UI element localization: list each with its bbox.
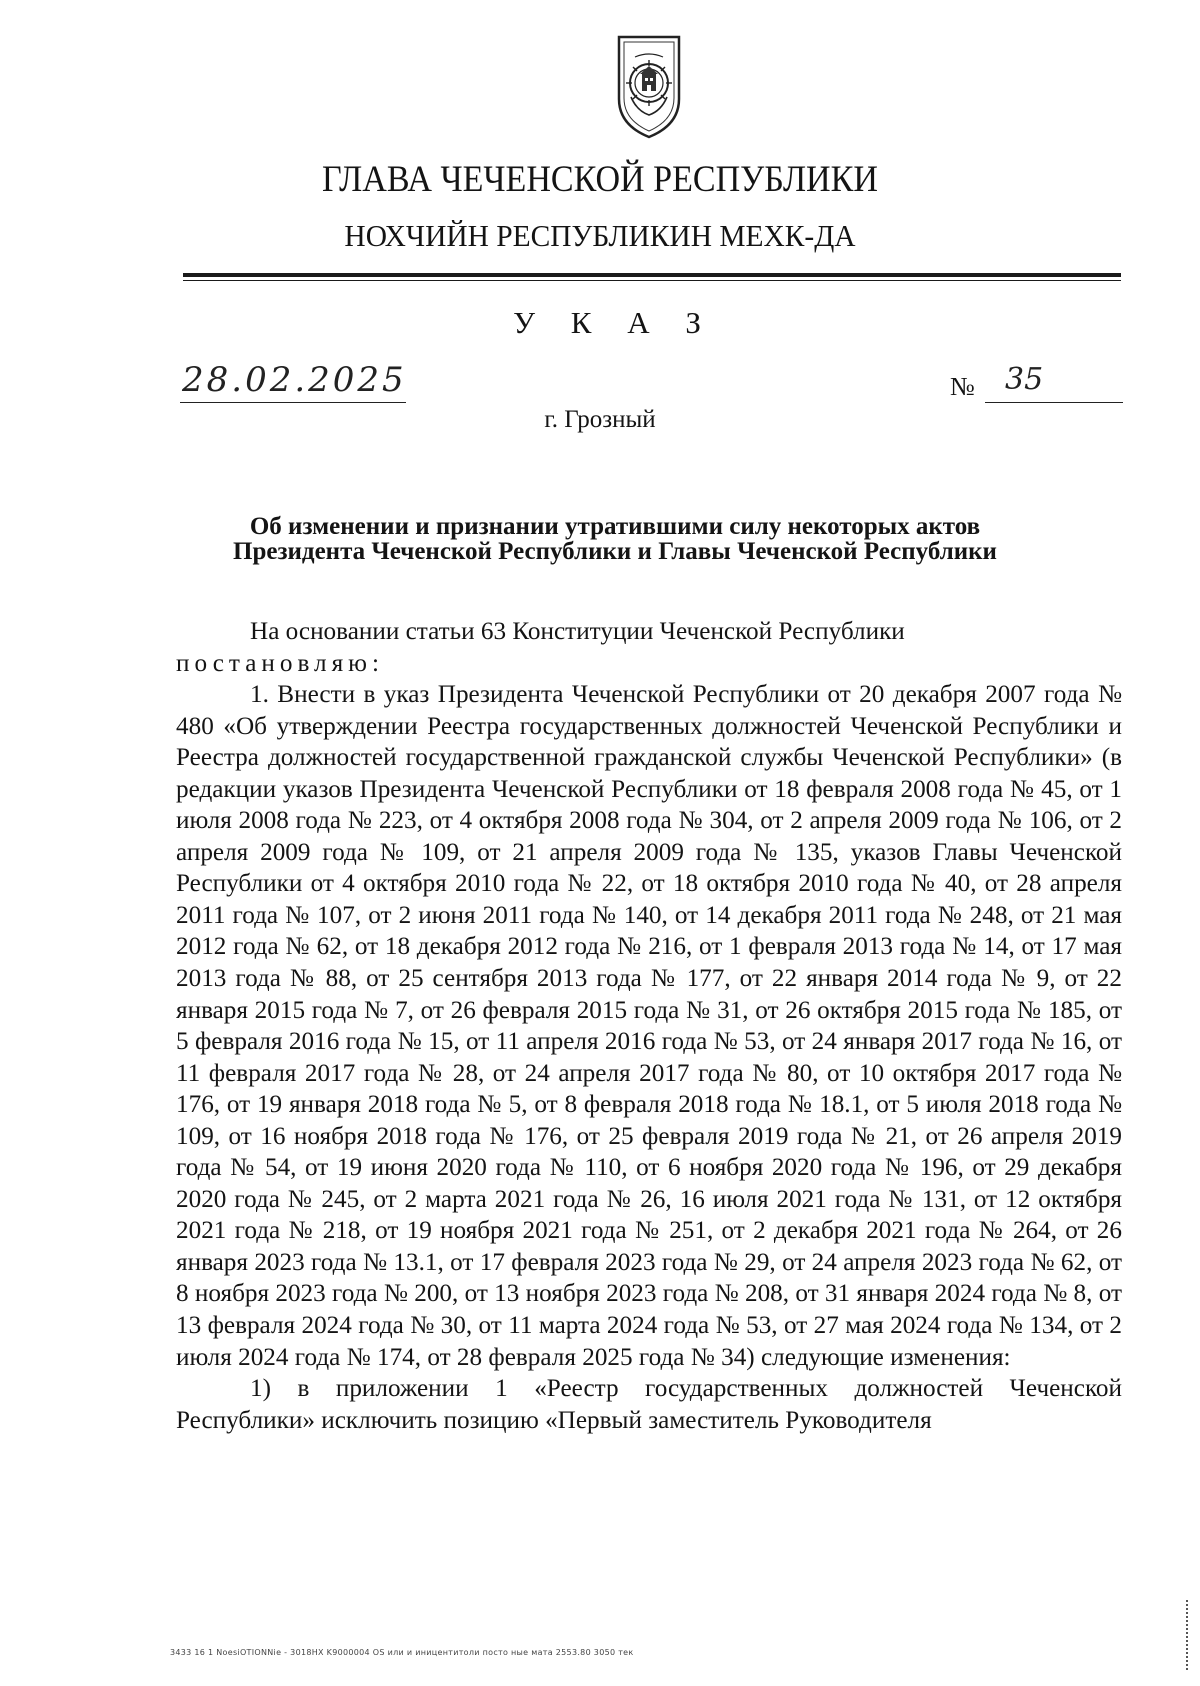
item-1-subitem-1: 1) в приложении 1 «Реестр государственных должностей Чеченской Республики» исключить позицию «Первый заместитель Руководителя [176,1375,1122,1434]
heading-line-2: Президента Чеченской Республики и Главы Чеченской Республики [233,538,997,565]
coat-of-arms-icon [613,33,685,141]
decree-heading [160,514,1070,564]
number-label: № [950,372,975,401]
header-divider-thick [183,273,1121,277]
document-type: У К А З [513,305,715,340]
handwritten-date: 28.02.2025 [182,360,407,400]
item-1-paragraph: 1. Внести в указ Президента Чеченской Республики от 20 декабря 2007 года № 480 «Об утверждении Реестра государственных должностей Чеченской Республики и Реестра должностей государственной гражданской службы Чеченской Республики» (в редакции указов Президента Чеченской Республики от 18 февраля 2008 года № 45, от 1 июля 2008 года № 223, от 4 октября 2008 года № 304, от 2 апреля 2009 года № 106, от 2 апреля 2009 года № 109, от 21 апреля 2009 года № 135, указов Главы Чеченской Республики от 4 октября 2010 года № 22, от 18 октября 2010 года № 40, от 28 апреля 2011 года № 107, от 2 июня 2011 года № 140, от 14 декабря 2011 года № 248, от 21 мая 2012 года № 62, от 18 декабря 2012 года № 216, от 1 февраля 2013 года № 14, от 17 мая 2013 года № 88, от 25 сентября 2013 года № 177, от 22 января 2014 года № 9, от 22 января 2015 года № 7, от 26 февраля 2015 года № 31, от 26 октября 2015 года № 185, от 5 февраля 2016 года № 15, от 11 апреля 2016 года № 53, от 24 января 2017 года № 16, от 11 февраля 2017 года № 28, от 24 апреля 2017 года № 80, от 10 октября 2017 года № 176, от 19 января 2018 года № 5, от 8 февраля 2018 года № 18.1, от 5 июля 2018 года № 109, от 16 ноября 2018 года № 176, от 25 февраля 2019 года № 21, от 26 апреля 2019 года № 54, от 19 июня 2020 года № 110, от 6 ноября 2020 года № 196, от 29 декабря 2020 года № 245, от 2 марта 2021 года № 26, 16 июля 2021 года № 131, от 12 октября 2021 года № 218, от 19 ноября 2021 года № 251, от 2 декабря 2021 года № 264, от 26 января 2023 года № 13.1, от 17 февраля 2023 года № 29, от 24 апреля 2023 года № 62, от 8 ноября 2023 года № 200, от 13 ноября 2023 года № 208, от 31 января 2024 года № 8, от 13 февраля 2024 года № 30, от 11 марта 2024 года № 53, от 27 мая 2024 года № 134, от 2 июля 2024 года № 174, от 28 февраля 2025 года № 34) следующие изменения: [176,681,1123,1371]
scan-edge-mark [1186,1600,1190,1670]
heading-line-1: Об изменении и признании утратившими силу некоторых актов [249,513,981,540]
decree-word: постановляю: [176,649,384,677]
intro-paragraph: На основании статьи 63 Конституции Чеченской Республики [250,618,905,645]
handwritten-number: 35 [1005,362,1044,397]
issuer-title-chechen: НОХЧИЙН РЕСПУБЛИКИН МЕХК-ДА [344,218,856,253]
date-underline [180,402,406,403]
number-underline [985,402,1123,403]
header-divider-thin [183,280,1121,281]
place-of-issue: г. Грозный [544,406,656,433]
service-footer: 3433 16 1 NoesiOTIONNie - 3018HX K9000004 OS или и иницентитоли посто ные мата 2553.80 3050 тек [170,1648,634,1657]
decree-body [176,616,1122,1436]
issuer-title: ГЛАВА ЧЕЧЕНСКОЙ РЕСПУБЛИКИ [322,159,878,200]
